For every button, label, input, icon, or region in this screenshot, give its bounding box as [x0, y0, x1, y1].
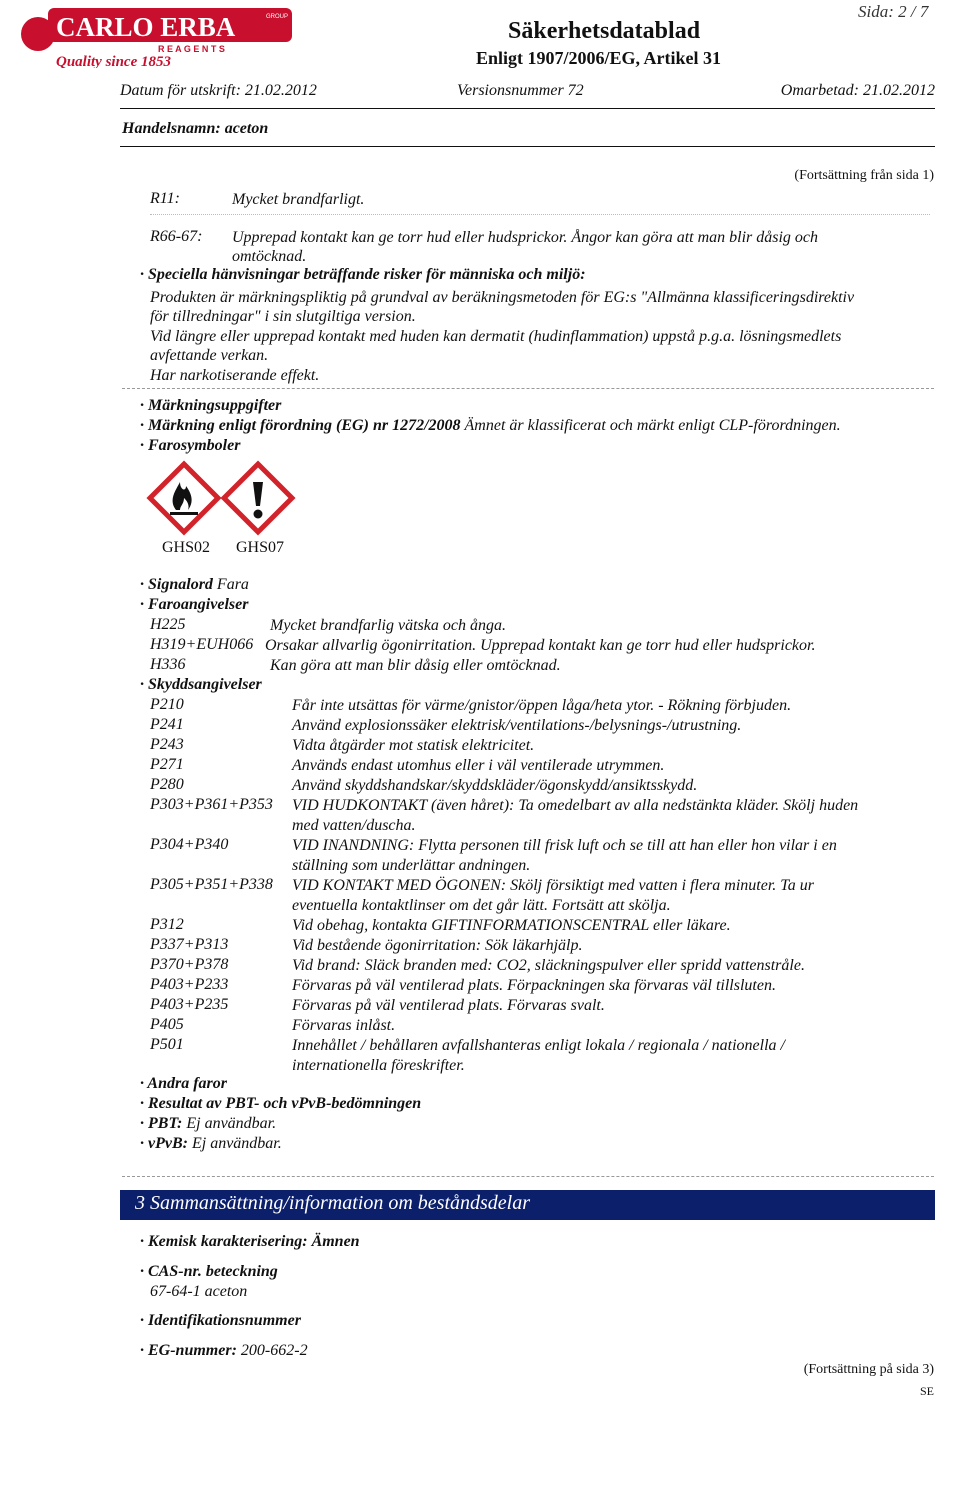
pictogram-label: GHS07 — [235, 539, 285, 556]
pbt-line — [140, 1115, 276, 1133]
vpvb-line — [140, 1135, 282, 1153]
special-heading: · Speciella hänvisningar beträffande risker för människa och miljö: — [140, 266, 586, 283]
precaution-code: P312 — [150, 916, 184, 933]
hazard-text: Mycket brandfarlig vätska och ånga. — [270, 617, 506, 634]
r-text: Mycket brandfarligt. — [232, 191, 365, 208]
precaution-code: P241 — [150, 716, 184, 733]
precaution-text: VID KONTAKT MED ÖGONEN: Skölj försiktigt med vatten i flera minuter. Ta ur — [292, 877, 814, 894]
hazard-code: H225 — [150, 616, 186, 633]
precaution-text: Använd explosionssäker elektrisk/ventilations-/belysnings-/utrustning. — [292, 717, 742, 734]
precaution-text: Förvaras på väl ventilerad plats. Förpackningen ska förvaras väl tillsluten. — [292, 977, 776, 994]
section-3-title: 3 Sammansättning/information om beståndsdelar — [135, 1192, 531, 1214]
precaution-text: Används endast utomhus eller i väl ventilerade utrymmen. — [292, 757, 665, 774]
r-text: Upprepad kontakt kan ge torr hud eller hudsprickor. Ångor kan göra att man blir dåsig och — [232, 229, 819, 246]
precaution-code: P370+P378 — [150, 956, 229, 973]
precaution-code: P305+P351+P338 — [150, 876, 273, 893]
carlo-erba-logo — [18, 6, 308, 68]
precaution-text-cont: internationella föreskrifter. — [292, 1057, 465, 1074]
pbt-heading: · Resultat av PBT- och vPvB-bedömningen — [140, 1095, 422, 1112]
hazard-text: Kan göra att man blir dåsig eller omtöcknad. — [270, 657, 561, 674]
signal-label: · Signalord — [140, 576, 213, 593]
cas-heading: · CAS-nr. beteckning — [140, 1263, 278, 1280]
continued-to: (Fortsättning på sida 3) — [803, 1362, 934, 1377]
cas-value: 67-64-1 aceton — [150, 1283, 248, 1300]
version-number: Versionsnummer 72 — [457, 82, 584, 99]
precaution-text: VID HUDKONTAKT (även håret): Ta omedelbart av alla nedstänkta kläder. Skölj huden — [292, 797, 859, 814]
r-code: R66-67: — [150, 228, 203, 245]
ghs-pictograms — [146, 460, 298, 560]
hazard-text: Orsakar allvarlig ögonirritation. Upprepad kontakt kan ge torr hud eller hudsprickor. — [265, 637, 816, 654]
trade-name: Handelsnamn: aceton — [122, 120, 269, 137]
eg-value: 200-662-2 — [240, 1342, 308, 1359]
special-p2: Vid längre eller upprepad kontakt med huden kan dermatit (hudinflammation) uppstå p.g.a. lösningsmedlets — [150, 328, 842, 345]
r-code: R11: — [150, 190, 180, 207]
r-text-cont: omtöcknad. — [232, 248, 307, 265]
document-title: Säkerhetsdatablad — [508, 18, 701, 44]
vpvb-label: · vPvB: — [140, 1135, 188, 1152]
precaution-code: P405 — [150, 1016, 184, 1033]
dashed-divider — [122, 388, 934, 389]
precaution-text: Använd skyddshandskar/skyddskläder/ögonskydd/ansiktsskydd. — [292, 777, 698, 794]
signal-value: Fara — [216, 576, 249, 593]
clp-line — [140, 417, 841, 435]
logo-reagents: R E A G E N T S — [158, 44, 225, 54]
dotted-divider — [150, 214, 930, 215]
precaution-text: Förvaras på väl ventilerad plats. Förvaras svalt. — [292, 997, 605, 1014]
pictogram-label: GHS02 — [161, 539, 211, 556]
signal-word — [140, 576, 249, 594]
precaution-text: Vid brand: Släck branden med: CO2, släckningspulver eller spridd vattenstråle. — [292, 957, 805, 974]
chem-char: · Kemisk karakterisering: Ämnen — [140, 1233, 360, 1250]
precaution-code: P210 — [150, 696, 184, 713]
hazard-code: H336 — [150, 656, 186, 673]
special-p1: Produkten är märkningspliktig på grundval av beräkningsmetoden för EG:s "Allmänna klassificeringsdirektiv — [150, 289, 855, 306]
document-subtitle: Enligt 1907/2006/EG, Artikel 31 — [476, 48, 722, 68]
precaution-text: Vidta åtgärder mot statisk elektricitet. — [292, 737, 535, 754]
eg-label: · EG-nummer: — [140, 1342, 237, 1359]
eg-line — [140, 1342, 308, 1360]
logo-name: CARLO ERBA — [56, 12, 236, 42]
page-number: Sida: 2 / 7 — [858, 2, 929, 21]
precaution-code: P280 — [150, 776, 184, 793]
precaution-text: Innehållet / behållaren avfallshanteras enligt lokala / regionala / nationella / — [292, 1037, 785, 1054]
precaution-code: P271 — [150, 756, 184, 773]
precaution-code: P243 — [150, 736, 184, 753]
precaution-text: Förvaras inlåst. — [292, 1017, 396, 1034]
special-p3: Har narkotiserande effekt. — [150, 367, 320, 384]
precaution-code: P403+P235 — [150, 996, 229, 1013]
other-hazards-heading: · Andra faror — [140, 1075, 227, 1092]
precaution-text-cont: eventuella kontaktlinser om det går lätt. Fortsätt att skölja. — [292, 897, 671, 914]
clp-regulation: · Märkning enligt förordning (EG) nr 1272/2008 — [140, 417, 461, 434]
precaution-code: P304+P340 — [150, 836, 229, 853]
ident-heading: · Identifikationsnummer — [140, 1312, 301, 1329]
labelling-heading: · Märkningsuppgifter — [140, 397, 282, 414]
special-p1-cont: för tillredningar" i sin slutgiltiga version. — [150, 308, 416, 325]
precaution-text-cont: med vatten/duscha. — [292, 817, 416, 834]
precaution-text: VID INANDNING: Flytta personen till frisk luft och se till att han eller hon vilar i en — [292, 837, 837, 854]
vpvb-value: Ej användbar. — [191, 1135, 282, 1152]
ghs02-flame-icon — [150, 464, 218, 532]
pbt-label: · PBT: — [140, 1115, 183, 1132]
pbt-value: Ej användbar. — [186, 1115, 277, 1132]
hazard-code: H319+EUH066 — [150, 636, 254, 653]
precaution-code: P403+P233 — [150, 976, 229, 993]
precaution-code: P501 — [150, 1036, 184, 1053]
ghs07-exclamation-icon — [224, 464, 292, 532]
precaution-heading: · Skyddsangivelser — [140, 676, 262, 693]
dashed-divider — [122, 1176, 934, 1177]
symbols-heading: · Farosymboler — [140, 437, 241, 454]
header-rule — [120, 108, 935, 109]
precaution-code: P303+P361+P353 — [150, 796, 273, 813]
precaution-text: Vid obehag, kontakta GIFTINFORMATIONSCENTRAL eller läkare. — [292, 917, 731, 934]
hazard-heading: · Faroangivelser — [140, 596, 249, 613]
language-code: SE — [919, 1384, 934, 1398]
revised-date: Omarbetad: 21.02.2012 — [780, 82, 935, 99]
precaution-text: Får inte utsättas för värme/gnistor/öppen låga/heta ytor. - Rökning förbjuden. — [292, 697, 792, 714]
header-rule-bottom — [120, 146, 935, 147]
precaution-text: Vid bestående ögonirritation: Sök läkarhjälp. — [292, 937, 583, 954]
precaution-text-cont: ställning som underlättar andningen. — [292, 857, 531, 874]
print-date: Datum för utskrift: 21.02.2012 — [120, 82, 317, 99]
header-meta-row — [120, 82, 935, 106]
logo-quality: Quality since 1853 — [56, 54, 171, 68]
precaution-code: P337+P313 — [150, 936, 229, 953]
special-p2-cont: avfettande verkan. — [150, 347, 269, 364]
clp-text: Ämnet är klassificerat och märkt enligt CLP-förordningen. — [464, 417, 841, 434]
continued-from: (Fortsättning från sida 1) — [794, 168, 934, 183]
logo-group: GROUP — [266, 14, 289, 20]
